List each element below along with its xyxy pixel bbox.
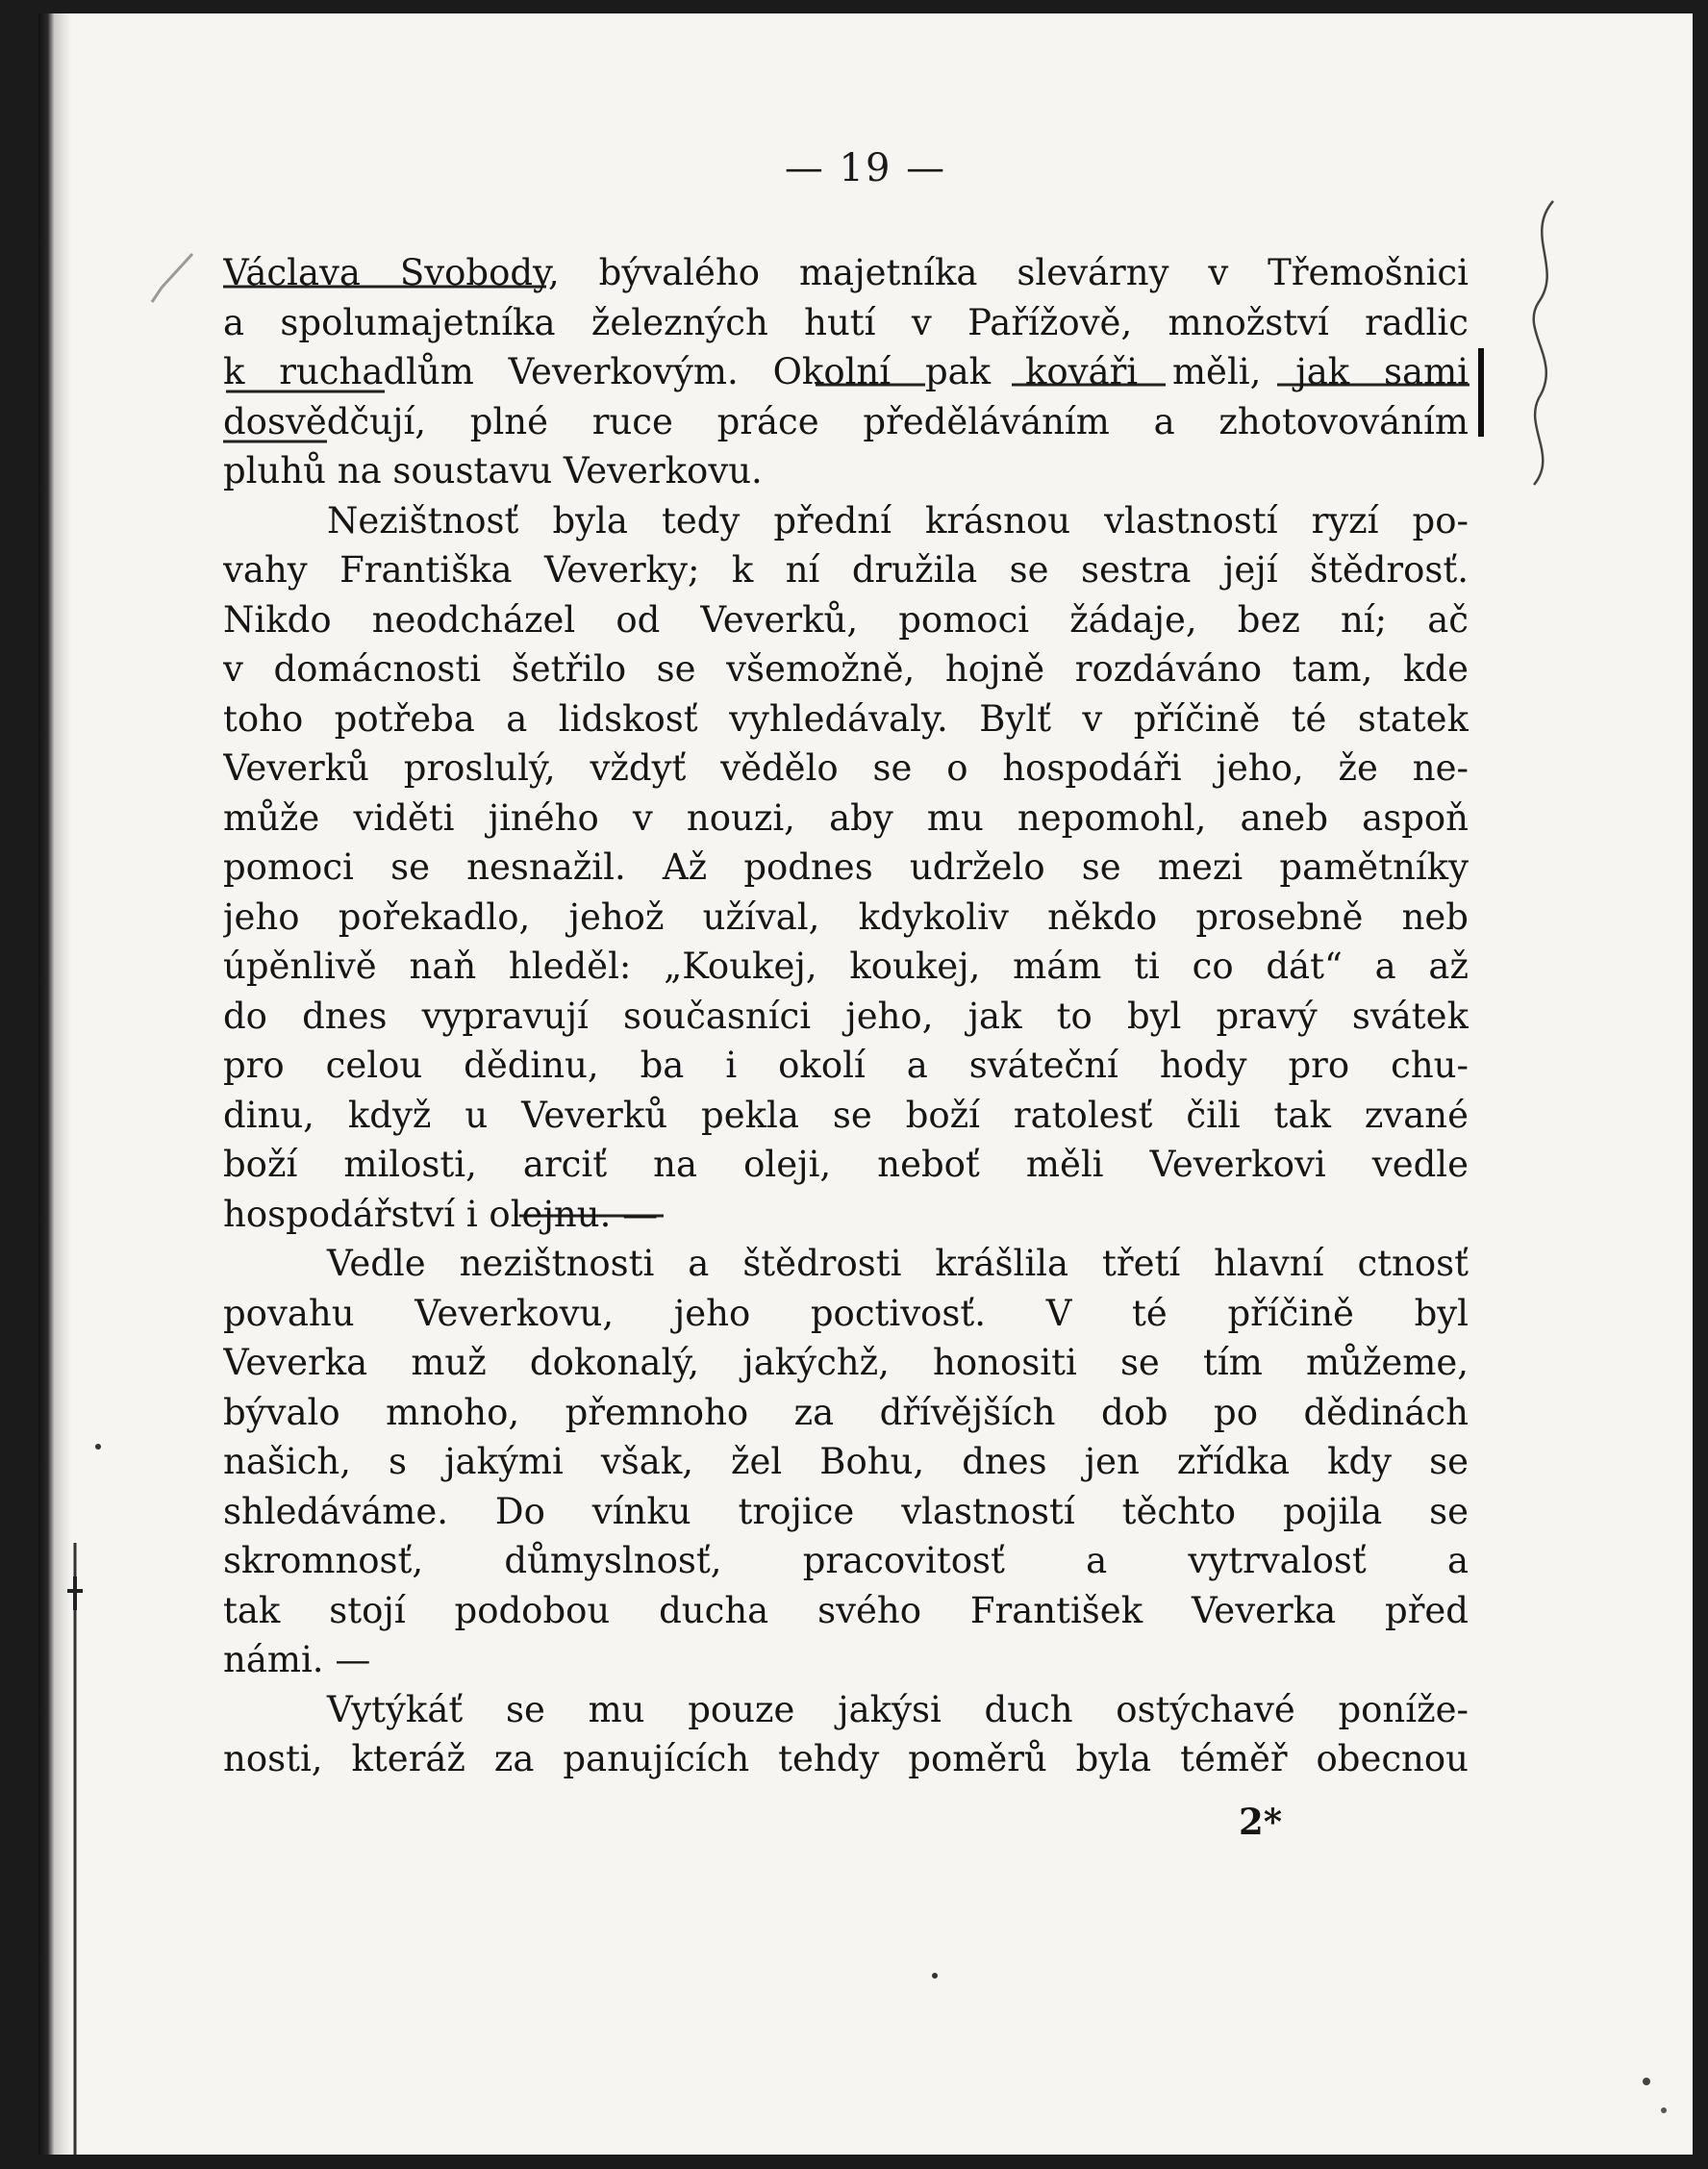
text-line: Nikdo neodcházel od Veverků, pomoci žádaje, bez ní; ač [223, 598, 1469, 641]
text-line: a spolumajetníka železných hutí v Pařížově, množství radlic [223, 301, 1469, 343]
text-line: našich, s jakými však, žel Bohu, dnes jen zřídka kdy se [223, 1441, 1469, 1482]
text-line: jeho pořekadlo, jehož užíval, kdykoliv někdo prosebně neb [223, 895, 1469, 938]
text-line: námi. — [223, 1639, 371, 1680]
text-line: dosvědčují, plné ruce práce předěláváním a zhotovováním [223, 400, 1469, 442]
text-line: boží milosti, arciť na oleji, neboť měli Veverkovi vedle [223, 1144, 1469, 1185]
text-line: Vedle nezištnosti a štědrosti krášlila třetí hlavní ctnosť [327, 1243, 1469, 1284]
text-line: pomoci se nesnažil. Až podnes udrželo se mezi pamětníky [223, 846, 1469, 888]
text-line: v domácnosti šetřilo se všemožně, hojně rozdáváno tam, kde [223, 648, 1469, 690]
dot-mark [932, 1973, 938, 1979]
text-line: tak stojí podobou ducha svého František Veverka před [223, 1589, 1469, 1631]
text-line: toho potřeba a lidskosť vyhledávaly. Bylť v příčině té statek [223, 697, 1469, 740]
text-line: může viděti jiného v nouzi, aby mu nepomohl, aneb aspoň [223, 796, 1469, 839]
text-line: dinu, když u Veverků pekla se boží ratolesť čili tak zvané [223, 1094, 1469, 1136]
text-line: hospodářství i olejnu. — [223, 1193, 659, 1235]
text-line: pluhů na soustavu Veverkovu. [223, 450, 763, 492]
text-line: k ruchadlům Veverkovým. Okolní pak kováři měli, jak sami [223, 351, 1469, 392]
text-line: skromnosť, důmyslnosť, pracovitosť a vytrvalosť a [223, 1540, 1469, 1581]
dot-mark [1661, 2107, 1667, 2113]
text-line: Veverků proslulý, vždyť vědělo se o hospodáři jeho, že ne- [223, 747, 1469, 789]
dot-mark [1643, 2078, 1650, 2085]
text-line: Vytýkáť se mu pouze jakýsi duch ostýchavé poníže- [327, 1688, 1469, 1730]
text-line: povahu Veverkovu, jeho poctivosť. V té příčině byl [223, 1292, 1469, 1334]
text-line: úpěnlivě naň hleděl: „Koukej, koukej, mám ti co dát“ a až [223, 946, 1469, 987]
text-line: pro celou dědinu, ba i okolí a sváteční hody pro chu- [223, 1045, 1469, 1086]
curly-bracket [1534, 201, 1553, 485]
book-page [38, 13, 1693, 2155]
text-line: Veverka muž dokonalý, jakýchž, honositi se tím můžeme, [223, 1342, 1469, 1383]
text-line: Václava Svobody, bývalého majetníka slevárny v Třemošnici [223, 252, 1469, 293]
cross-mark [67, 1576, 83, 1610]
body-text [223, 248, 1469, 1784]
dot-mark [95, 1444, 101, 1450]
text-line: shledáváme. Do vínku trojice vlastností těchto pojila se [223, 1490, 1469, 1532]
text-line: nosti, kteráž za panujících tehdy poměrů byla téměř obecnou [223, 1738, 1469, 1779]
text-line: vahy Františka Veverky; k ní družila se sestra její štědrosť. [223, 549, 1469, 591]
text-line: do dnes vypravují současníci jeho, jak to byl pravý svátek [223, 995, 1469, 1037]
text-line: bývalo mnoho, přemnoho za dřívějších dob po dědinách [223, 1391, 1469, 1433]
tick-mark [152, 254, 192, 302]
page-number: — 19 — [784, 146, 947, 190]
signature-mark: 2* [1239, 1801, 1283, 1843]
text-line: Nezištnosť byla tedy přední krásnou vlastností ryzí po- [327, 499, 1469, 542]
